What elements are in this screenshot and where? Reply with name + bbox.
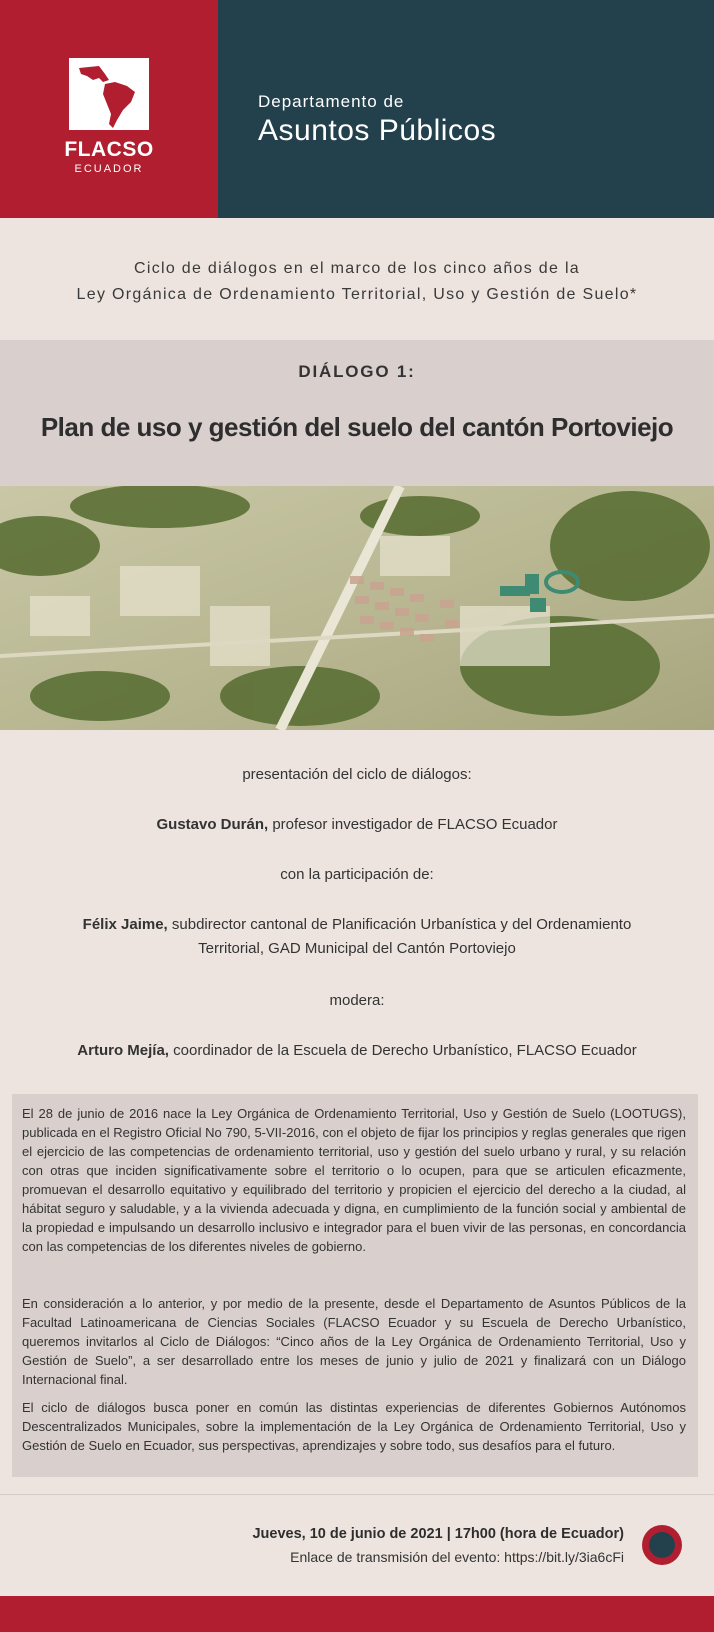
bottom-bar xyxy=(0,1596,714,1632)
header xyxy=(0,0,714,218)
latin-america-map-icon xyxy=(69,58,149,130)
department-label: Departamento de xyxy=(258,92,405,111)
event-date-time: Jueves, 10 de junio de 2021 | 17h00 (hora de Ecuador) xyxy=(252,1526,624,1542)
participant-line xyxy=(0,916,714,933)
info-paragraph-1: El 28 de junio de 2016 nace la Ley Orgánica de Ordenamiento Territorial, Uso y Gestión de Suelo (LOOTUGS), publicada en el Registro Oficial No 790, 5-VII-2016, con el objeto de fijar los principios y reglas generales que rigen el ejercicio de las competencias de ordenamiento territorial, uso y gestión del suelo urbano y rural, y su relación con otras que inciden significativamente sobre el territorio o lo ocupen, para que se articulen eficazmente, promuevan el desarrollo equitativo y equilibrado del territorio y propicien el ejercicio del derecho a la ciudad, al hábitat seguro y saludable, y a la vivienda adecuada y digna, en cumplimiento de la función social y ambiental de la propiedad e impulsando un desarrollo inclusivo e integrador para el buen vivir de las personas, en concordancia con las competencias de los diferentes niveles de gobierno. xyxy=(22,1106,686,1254)
department-block xyxy=(218,0,714,218)
info-paragraph-2: En consideración a lo anterior, y por medio de la presente, desde el Departamento de Asuntos Públicos de la Facultad Latinoamericana de Ciencias Sociales (FLACSO Ecuador y su Escuela de Derecho Urbanístico, queremos invitarlos al Ciclo de Diálogos: “Cinco años de la Ley Orgánica de Ordenamiento Territorial, Uso y Gestión de Suelo”, a ser desarrollado entre los meses de junio y julio de 2021 y finalizará con un Diálogo Internacional final. xyxy=(22,1296,686,1387)
info-box xyxy=(12,1094,698,1477)
logo-country: ECUADOR xyxy=(74,163,144,175)
cycle-intro-line1: Ciclo de diálogos en el marco de los cinco años de la xyxy=(133,260,580,277)
moderator-role: coordinador de la Escuela de Derecho Urbanístico, FLACSO Ecuador xyxy=(168,1042,637,1059)
participant-name: Félix Jaime, xyxy=(82,916,168,933)
dialog-number: DIÁLOGO 1: xyxy=(298,362,416,381)
participation-label: con la participación de: xyxy=(280,866,434,883)
presentation-label: presentación del ciclo de diálogos: xyxy=(242,766,472,783)
presenter-role: profesor investigador de FLACSO Ecuador xyxy=(268,816,558,833)
info-paragraph-3: El ciclo de diálogos busca poner en común las distintas experiencias de diferentes Gobiernos Autónomos Descentralizados Municipales, sobre la implementación de la Ley Orgánica de Ordenamiento Territorial, Uso y Gestión de Suelo en Ecuador, sus perspectivas, aprendizajes y sobre todo, sus desafíos para el futuro. xyxy=(22,1400,686,1453)
divider xyxy=(0,1494,714,1495)
cycle-intro xyxy=(0,256,714,308)
presenter-name: Gustavo Durán, xyxy=(156,816,269,833)
stream-link[interactable]: Enlace de transmisión del evento: https://bit.ly/3ia6cFi xyxy=(290,1549,624,1565)
cycle-intro-line2: Ley Orgánica de Ordenamiento Territorial, Uso y Gestión de Suelo* xyxy=(76,286,638,303)
circle-icon xyxy=(642,1525,682,1565)
logo-name: FLACSO xyxy=(64,138,154,161)
department-name: Asuntos Públicos xyxy=(258,114,497,147)
participant-role-line2: Territorial, GAD Municipal del Cantón Portoviejo xyxy=(198,940,516,957)
moderator-name: Arturo Mejía, xyxy=(77,1042,169,1059)
participant-role: subdirector cantonal de Planificación Urbanística y del Ordenamiento xyxy=(167,916,632,933)
presenter-line xyxy=(0,816,714,833)
flacso-logo-block xyxy=(0,0,218,218)
dialog-title: Plan de uso y gestión del suelo del cantón Portoviejo xyxy=(40,412,674,442)
moderator-line xyxy=(0,1042,714,1059)
aerial-city-photo xyxy=(0,486,714,730)
moderator-label: modera: xyxy=(329,992,385,1009)
